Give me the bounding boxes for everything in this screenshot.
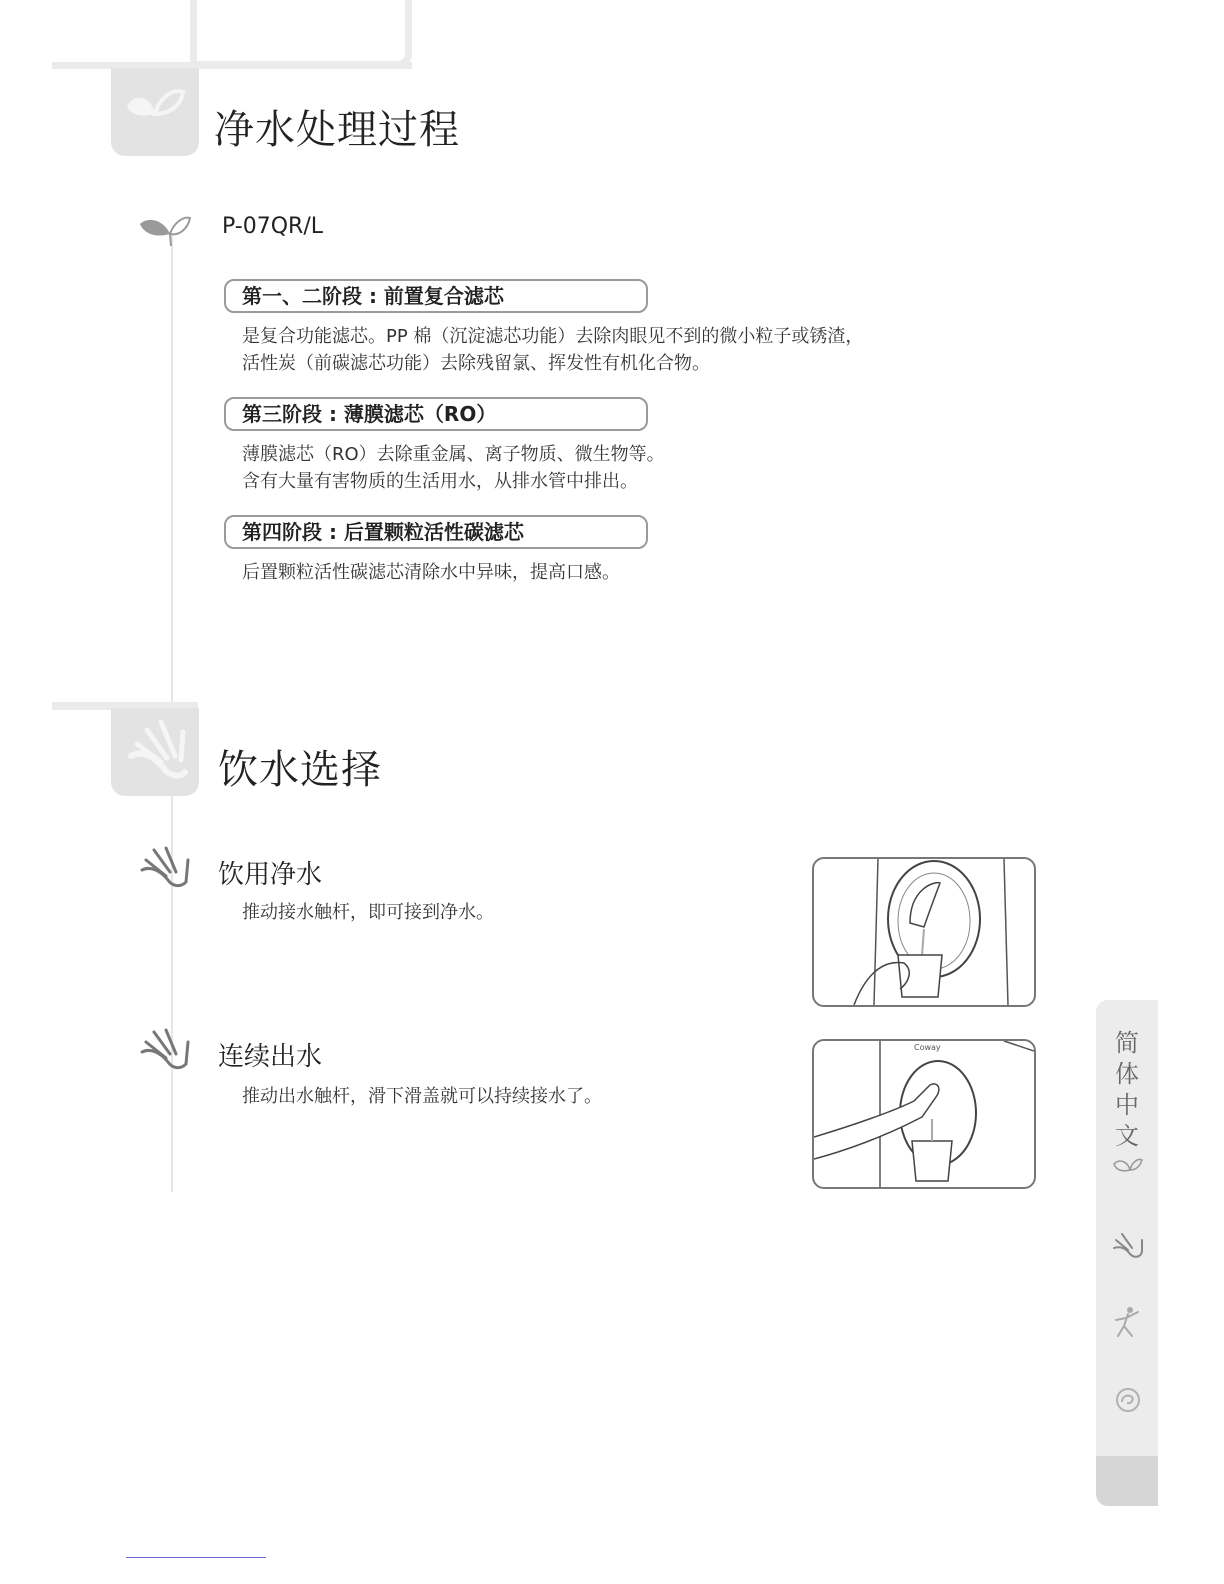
stage-4-description xyxy=(242,559,620,586)
side-tab-footer xyxy=(1096,1456,1158,1506)
stage-1-2-line: 活性炭（前碳滤芯功能）去除残留氯、挥发性有机化合物。 xyxy=(242,353,710,374)
language-label: 简体中文 xyxy=(1115,1029,1139,1150)
hand-icon xyxy=(121,716,189,782)
model-number: P-07QR/L xyxy=(222,214,323,239)
dispenser-drawing xyxy=(814,859,1034,1005)
person-icon xyxy=(1114,1306,1142,1338)
section-hand-badge xyxy=(111,708,199,796)
footer-line xyxy=(126,1557,266,1558)
language-side-tab[interactable] xyxy=(1096,1000,1158,1506)
hand-icon xyxy=(140,846,190,888)
stage-1-2-description xyxy=(242,323,863,377)
stage-4-label: 第四阶段 : 后置颗粒活性碳滤芯 xyxy=(224,515,648,549)
section-title-water-selection: 饮水选择 xyxy=(218,747,382,793)
stage-1-2-label: 第一、二阶段 : 前置复合滤芯 xyxy=(224,279,648,313)
stage-3-line: 薄膜滤芯（RO）去除重金属、离子物质、微生物等。 xyxy=(242,444,665,465)
sprout-icon xyxy=(1112,1154,1144,1180)
device-brand: Coway xyxy=(914,1043,941,1052)
hand-icon xyxy=(140,1028,190,1070)
section-sprout-badge xyxy=(111,68,199,156)
stage-1-2-line: 是复合功能滤芯。PP 棉（沉淀滤芯功能）去除肉眼见不到的微小粒子或锈渣， xyxy=(242,326,864,347)
drink-water-title: 饮用净水 xyxy=(218,860,323,890)
dispenser-drawing xyxy=(814,1041,1034,1187)
dispenser-illustration-2 xyxy=(812,1039,1036,1189)
continuous-water-text: 推动出水触杆，滑下滑盖就可以持续接水了。 xyxy=(242,1086,602,1107)
hand-icon xyxy=(1112,1232,1144,1260)
sprout-icon xyxy=(121,76,189,136)
stage-3-description xyxy=(242,441,665,495)
dispenser-illustration-1 xyxy=(812,857,1036,1007)
drink-water-text: 推动接水触杆，即可接到净水。 xyxy=(242,902,494,923)
stage-3-label: 第三阶段 : 薄膜滤芯（RO） xyxy=(224,397,648,431)
top-decorative-frame xyxy=(190,0,412,68)
top-decorative-bar xyxy=(52,62,412,69)
continuous-water-title: 连续出水 xyxy=(218,1042,323,1072)
section-title-purification: 净水处理过程 xyxy=(214,107,460,153)
stage-4-line: 后置颗粒活性碳滤芯清除水中异味，提高口感。 xyxy=(242,562,620,583)
sprout-icon xyxy=(138,214,192,246)
swirl-icon xyxy=(1114,1386,1142,1414)
stage-3-line: 含有大量有害物质的生活用水，从排水管中排出。 xyxy=(242,471,638,492)
